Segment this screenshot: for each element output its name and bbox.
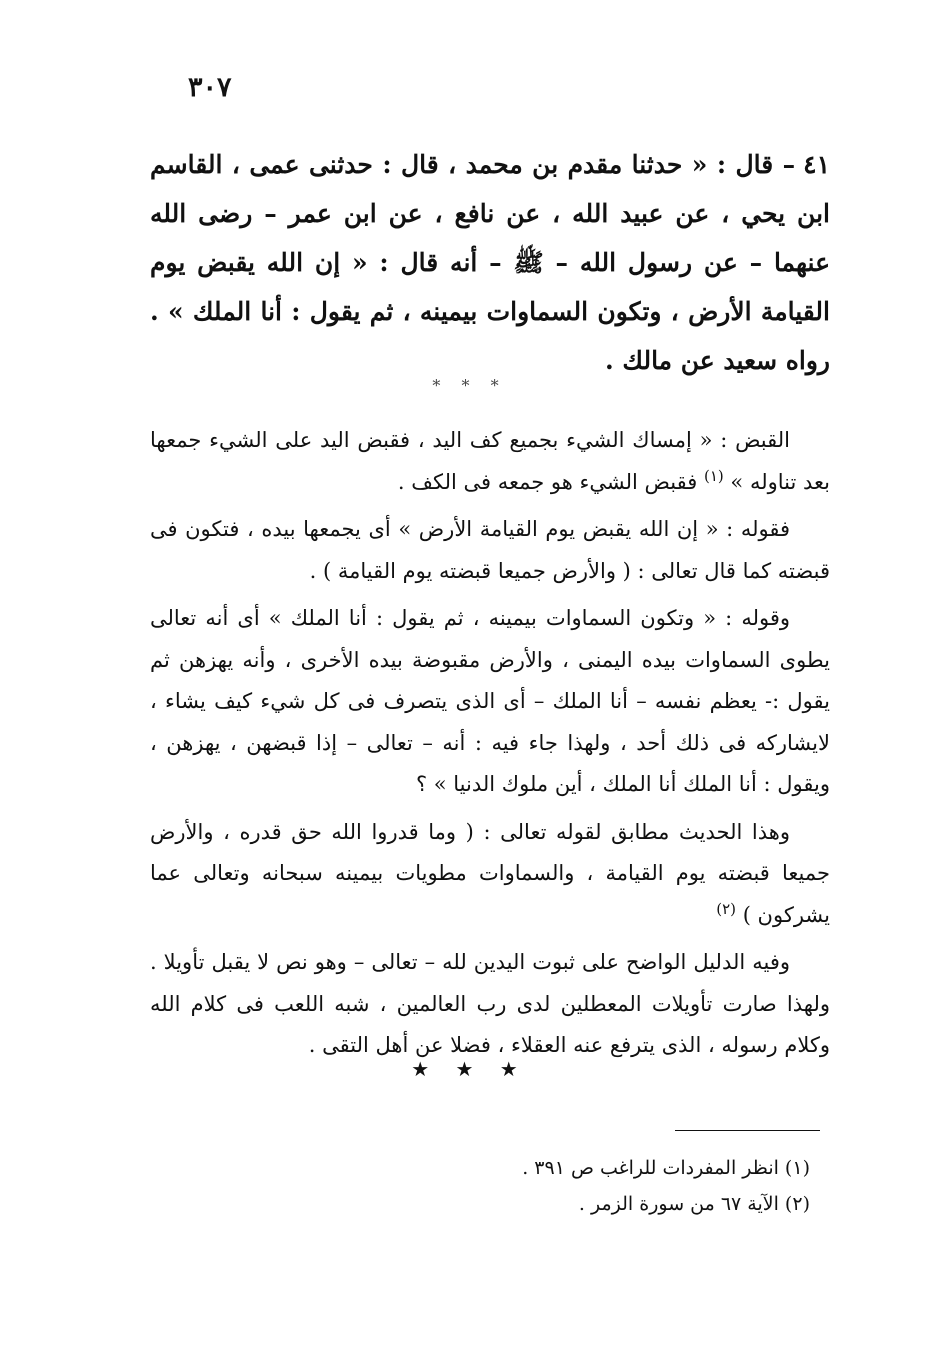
page-number: ٣٠٧ (188, 72, 232, 103)
paragraph-1-text: القبض : « إمساك الشيء بجميع كف اليد ، فقبض اليد على الشيء جمعها بعد تناوله » (150, 428, 830, 494)
footnote-2: (٢) الآية ٦٧ من سورة الزمر . (578, 1193, 810, 1215)
footnotes (380, 1150, 810, 1222)
commentary-block (150, 420, 830, 1073)
hadith-text: – قال : « حدثنا مقدم بن محمد ، قال : حدثنى عمى ، القاسم ابن يحي ، عن عبيد الله ، عن نافع ، عن ابن عمر – رضى الله عنهما – عن رسول الله – ﷺ – أنه قال : « إن الله يقبض يوم القيامة الأرض ، وتكون السماوات بيمينه ، ثم يقول : أنا الملك » . رواه سعيد عن مالك . (150, 150, 830, 375)
commentary-paragraph-5: وفيه الدليل الواضح على ثبوت اليدين لله – تعالى – وهو نص لا يقبل تأويلا . ولهذا صارت تأويلات المعطلين لدى رب العالمين ، شبه اللعب فى كلام الله وكلام رسوله ، الذى يترفع عنه العقلاء ، فضلا عن أهل التقى . (150, 950, 830, 1057)
section-separator-stars: ★ ★ ★ (411, 1057, 528, 1081)
commentary-paragraph-1 (150, 420, 830, 503)
commentary-paragraph-2: فقوله : « إن الله يقبض يوم القيامة الأرض » أى يجمعها بيده ، فتكون فى قبضته كما قال تعالى : ( والأرض جميعا قبضته يوم القيامة ) . (150, 517, 830, 583)
hadith-number: ٤١ (803, 150, 830, 179)
paragraph-1-continuation: فقبض الشيء هو جمعه فى الكف . (397, 469, 698, 494)
commentary-paragraph-4 (150, 812, 830, 937)
footnote-1: (١) انظر المفردات للراغب ص ٣٩١ . (522, 1157, 810, 1179)
paragraph-4-text: وهذا الحديث مطابق لقوله تعالى : ( وما قدروا الله حق قدره ، والأرض جميعا قبضته يوم القيامة ، والسماوات مطويات بيمينه سبحانه وتعالى عما يشركون ) (150, 819, 830, 927)
hadith-block (150, 140, 830, 385)
commentary-paragraph-3: وقوله : « وتكون السماوات بيمينه ، ثم يقول : أنا الملك » أى أنه تعالى يطوى السماوات بيده اليمنى ، والأرض مقبوضة بيده الأخرى ، وأنه يهزهن ثم يقول :- يعظم نفسه – أنا الملك – أى الذى يتصرف فى كل شيء كيف يشاء ، لايشاركه فى ذلك أحد ، ولهذا جاء فيه : أنه – تعالى – إذا قبضهن ، يهزهن ، ويقول : أنا الملك أنا الملك ، أين ملوك الدنيا » ؟ (150, 606, 830, 796)
footnote-ref-1[interactable]: (١) (703, 466, 724, 485)
footnote-divider (675, 1130, 820, 1131)
section-separator-asterisks: * * * (432, 376, 507, 395)
footnote-ref-2[interactable]: (٢) (716, 899, 736, 918)
